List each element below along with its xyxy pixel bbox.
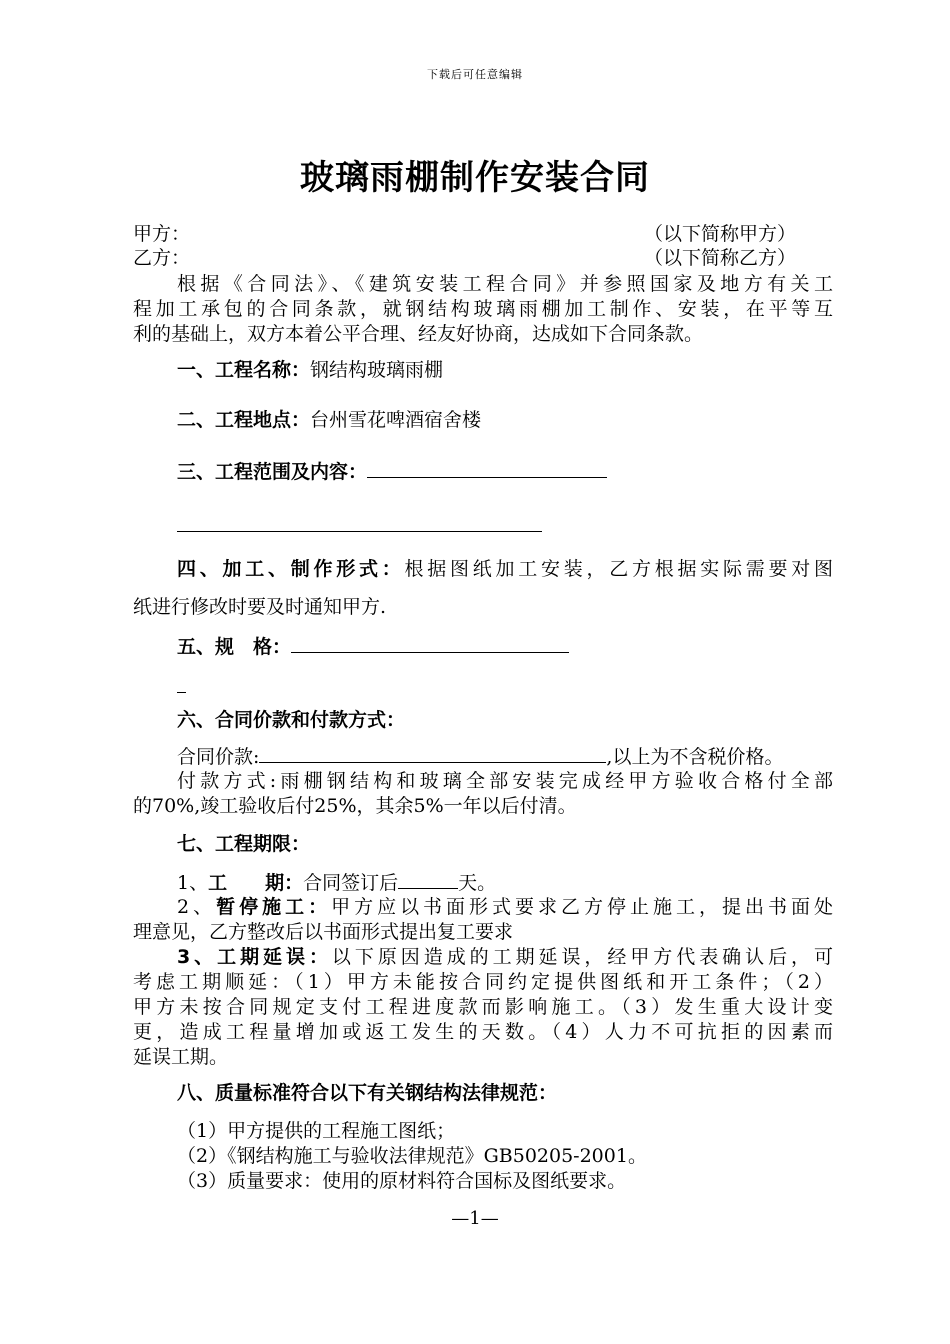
section-5-blank [291, 634, 569, 653]
item-3-text-2: 考虑工期顺延：（1）甲方未能按合同约定提供图纸和开工条件；（2） [133, 971, 833, 993]
price-blank [259, 744, 606, 763]
item-2-number: 2、 [177, 896, 217, 918]
price-label: 合同价款: [177, 746, 260, 768]
party-a-label: 甲方： [133, 223, 191, 245]
payment-line-1: 付款方式:雨棚钢结构和玻璃全部安装完成经甲方验收合格付全部 [177, 770, 833, 792]
section-8-label: 八、质量标准符合以下有关钢结构法律规范： [177, 1082, 558, 1104]
section-4-line-1 [133, 557, 833, 581]
item-1-text: 合同签订后 [303, 872, 399, 894]
item-3-text-3: 甲方未按合同规定支付工程进度款而影响施工。（3）发生重大设计变 [133, 996, 833, 1018]
section-2-label: 二、工程地点： [177, 409, 311, 431]
item-3-text-4: 更，造成工程量增加或返工发生的天数。（4）人力不可抗拒的因素而 [133, 1021, 833, 1043]
party-a-line [133, 222, 833, 246]
item-3-label: 3、工期延误： [177, 946, 332, 968]
item-2-label: 暂停施工： [216, 896, 332, 918]
quality-item-2: （2）《钢结构施工与验收法律规范》GB50205-2001。 [177, 1145, 647, 1167]
payment-line-2: 的70%,竣工验收后付25%，其余5%一年以后付清。 [133, 795, 577, 817]
price-suffix: ,以上为不含税价格。 [606, 746, 784, 768]
section-3-blank [367, 459, 607, 478]
section-4-label: 四、加工、制作形式： [177, 558, 405, 580]
section-6-label: 六、合同价款和付款方式： [177, 709, 406, 731]
item-1-days-blank [398, 870, 458, 889]
section-4-value-1: 根据图纸加工安装，乙方根据实际需要对图 [404, 558, 833, 580]
section-3-label: 三、工程范围及内容： [177, 461, 368, 483]
party-b-label: 乙方： [133, 247, 191, 269]
quality-item-1: （1）甲方提供的工程施工图纸； [177, 1120, 456, 1142]
section-7-item-1 [133, 870, 877, 895]
page-title: 玻璃雨棚制作安装合同 [300, 158, 650, 198]
page-number: —1— [451, 1208, 499, 1229]
item-3-text-1: 以下原因造成的工期延误，经甲方代表确认后，可 [331, 946, 833, 968]
section-3-blank-line-2 [177, 531, 542, 532]
party-a-suffix: （以下简称甲方） [644, 223, 797, 245]
section-3 [133, 459, 877, 484]
header-note: 下载后可任意编辑 [427, 68, 523, 81]
section-1-label: 一、工程名称： [177, 359, 311, 381]
section-7-label: 七、工程期限： [177, 833, 311, 855]
section-5-blank-line-2 [177, 692, 186, 693]
intro-line-1: 根据《合同法》、《建筑安装工程合同》并参照国家及地方有关工 [177, 273, 833, 295]
section-2-value: 台州雪花啤酒宿舍楼 [310, 409, 482, 431]
section-2 [133, 408, 877, 432]
section-6-heading [133, 708, 877, 732]
party-b-suffix: （以下简称乙方） [644, 247, 797, 269]
intro-line-2: 程加工承包的合同条款，就钢结构玻璃雨棚加工制作、安装，在平等互 [133, 298, 833, 320]
item-3-text-5: 延误工期。 [133, 1046, 229, 1068]
section-1-value: 钢结构玻璃雨棚 [310, 359, 444, 381]
item-1-label: 工 期： [208, 872, 304, 894]
section-8-heading [133, 1081, 877, 1105]
item-2-text-2: 理意见，乙方整改后以书面形式提出复工要求 [133, 921, 514, 943]
party-b-line [133, 246, 833, 270]
intro-line-3: 利的基础上，双方本着公平合理、经友好协商，达成如下合同条款。 [133, 323, 704, 345]
item-1-number: 1、 [177, 872, 209, 894]
section-5-label: 五、规 格： [177, 636, 292, 658]
section-1 [133, 358, 877, 382]
section-7-item-3 [133, 945, 833, 969]
quality-item-3: （3）质量要求：使用的原材料符合国标及图纸要求。 [177, 1170, 627, 1192]
section-4-value-2: 纸进行修改时要及时通知甲方. [133, 596, 387, 618]
section-7-item-2 [133, 895, 833, 919]
item-1-suffix: 天。 [458, 872, 497, 894]
section-7-heading [133, 832, 877, 856]
item-2-text-1: 甲方应以书面形式要求乙方停止施工，提出书面处 [331, 896, 833, 918]
section-6-price [133, 744, 877, 769]
section-5 [133, 634, 877, 659]
